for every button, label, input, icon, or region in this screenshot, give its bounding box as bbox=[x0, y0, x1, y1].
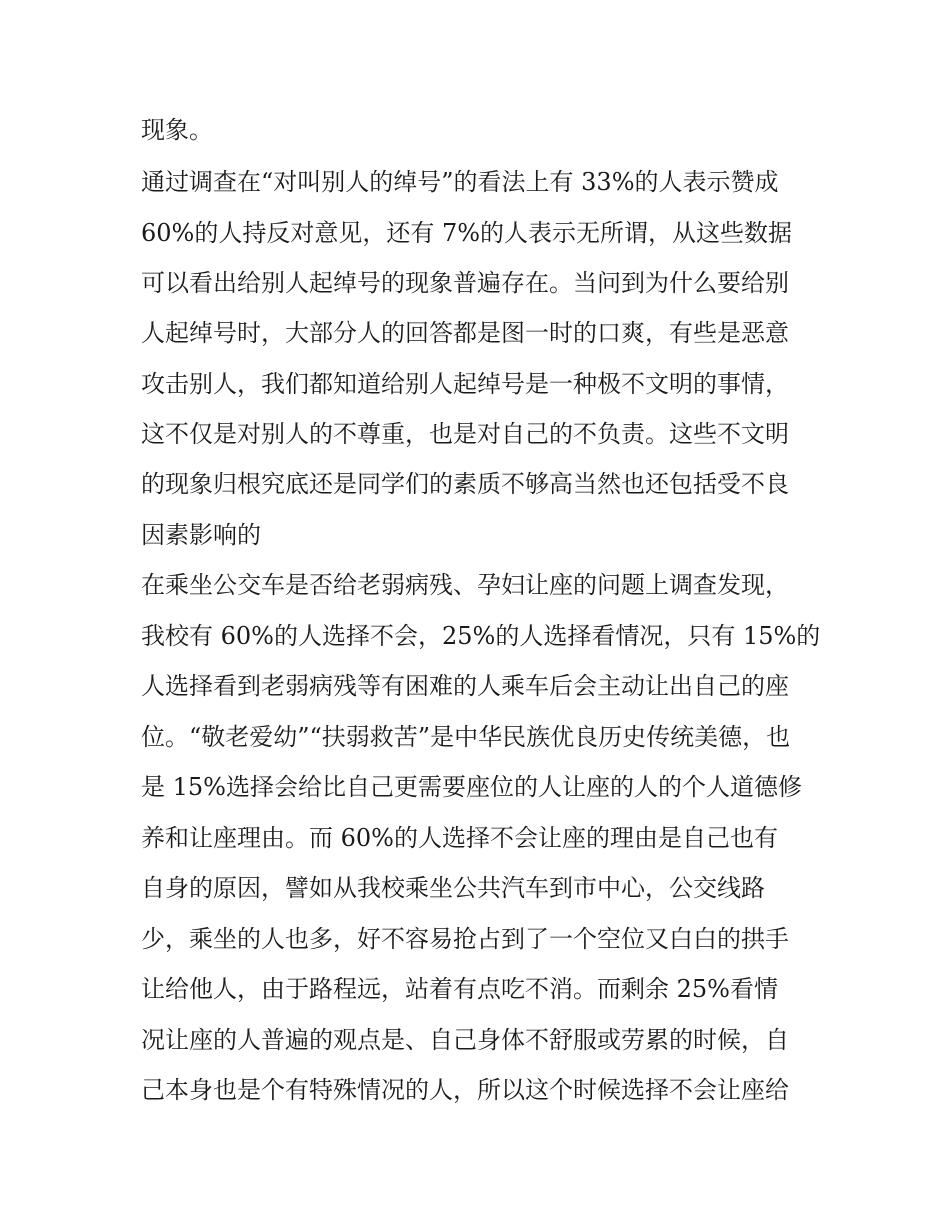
text-line: 是 15%选择会给比自己更需要座位的人让座的人的个人道德修 bbox=[141, 773, 802, 801]
text-line: 因素影响的 bbox=[141, 521, 261, 549]
text-line: 让给他人，由于路程远，站着有点吃不消。而剩余 25%看情 bbox=[141, 975, 778, 1003]
text-line: 在乘坐公交车是否给老弱病残、孕妇让座的问题上调查发现， bbox=[141, 571, 789, 599]
text-line: 我校有 60%的人选择不会，25%的人选择看情况，只有 15%的 bbox=[141, 622, 821, 650]
text-line: 攻击别人，我们都知道给别人起绰号是一种极不文明的事情， bbox=[141, 370, 789, 398]
text-line: 通过调查在“对叫别人的绰号”的看法上有 33%的人表示赞成 bbox=[141, 168, 779, 196]
text-line: 现象。 bbox=[141, 116, 213, 144]
text-line: 的现象归根究底还是同学们的素质不够高当然也还包括受不良 bbox=[141, 470, 789, 498]
text-line: 养和让座理由。而 60%的人选择不会让座的理由是自己也有 bbox=[141, 824, 778, 852]
text-line: 位。“敬老爱幼”“扶弱救苦”是中华民族优良历史传统美德，也 bbox=[141, 723, 791, 751]
text-line: 这不仅是对别人的不尊重，也是对自己的不负责。这些不文明 bbox=[141, 420, 789, 448]
text-line: 少，乘坐的人也多，好不容易抢占到了一个空位又白白的拱手 bbox=[141, 925, 789, 953]
text-line: 自身的原因，譬如从我校乘坐公共汽车到市中心，公交线路 bbox=[141, 874, 765, 902]
text-line: 60%的人持反对意见，还有 7%的人表示无所谓，从这些数据 bbox=[141, 219, 793, 247]
text-line: 己本身也是个有特殊情况的人，所以这个时候选择不会让座给 bbox=[141, 1076, 789, 1104]
text-line: 人选择看到老弱病残等有困难的人乘车后会主动让出自己的座 bbox=[141, 672, 789, 700]
text-line: 况让座的人普遍的观点是、自己身体不舒服或劳累的时候，自 bbox=[141, 1026, 789, 1054]
text-line: 人起绰号时，大部分人的回答都是图一时的口爽，有些是恶意 bbox=[141, 319, 789, 347]
text-line: 可以看出给别人起绰号的现象普遍存在。当问到为什么要给别 bbox=[141, 269, 789, 297]
